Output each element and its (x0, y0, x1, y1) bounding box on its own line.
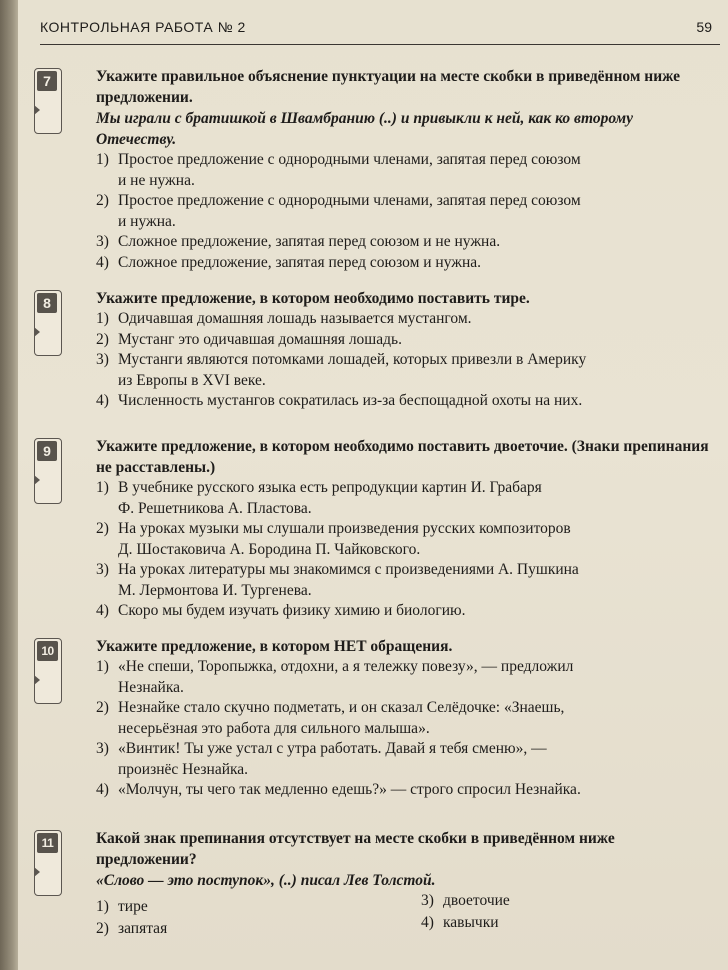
answer-option (421, 891, 510, 911)
option-text: Скоро мы будем изучать физику химию и биологию. (118, 602, 466, 619)
option-text-continued: и нужна. (118, 212, 176, 230)
option-text: двоеточие (443, 892, 510, 909)
task-number: 9 (37, 441, 57, 461)
answer-option (421, 913, 499, 933)
answer-option (96, 919, 167, 939)
triangle-marker-icon (34, 105, 40, 115)
textbook-page (18, 0, 728, 970)
option-text-continued: Незнайка. (118, 678, 184, 696)
answer-option (96, 391, 716, 412)
option-text-continued: М. Лермонтова И. Тургенева. (118, 581, 312, 599)
option-number: 3) (96, 351, 109, 368)
task-body (96, 436, 716, 622)
option-text: На уроках музыки мы слушали произведения русских композиторов (118, 520, 571, 537)
page-number: 59 (696, 19, 712, 35)
option-text-continued: Д. Шостаковича А. Бородина П. Чайковского. (118, 540, 421, 558)
task-marker (34, 290, 62, 356)
option-number: 1) (96, 310, 109, 327)
task-body (96, 288, 716, 412)
triangle-marker-icon (34, 867, 40, 877)
triangle-marker-icon (34, 475, 40, 485)
option-number: 4) (96, 392, 109, 409)
option-number: 1) (96, 151, 109, 168)
example-sentence: Мы играли с братишкой в Швамбранию (..) и привыкли к ней, как ко второму Отечеству. (96, 110, 633, 148)
option-text-continued: произнёс Незнайка. (118, 760, 249, 778)
task-number: 11 (37, 833, 58, 853)
option-number: 4) (96, 781, 109, 798)
answer-option (96, 309, 716, 330)
option-text: «Винтик! Ты уже устал с утра работать. Давай я тебя сменю», — (118, 740, 547, 757)
answer-option (96, 478, 716, 499)
task-number: 7 (37, 71, 57, 91)
option-text: Одичавшая домашняя лошадь называется мустангом. (118, 310, 472, 327)
option-text: Сложное предложение, запятая перед союзом и не нужна. (118, 233, 501, 250)
option-text: Мустанги являются потомками лошадей, которых привезли в Америку (118, 351, 587, 368)
option-number: 1) (96, 898, 109, 915)
option-number: 1) (96, 658, 109, 675)
option-text: запятая (118, 920, 168, 937)
answer-option (96, 350, 716, 371)
option-number: 3) (421, 892, 434, 909)
task-number: 8 (37, 293, 57, 313)
triangle-marker-icon (34, 327, 40, 337)
answer-option (96, 232, 716, 253)
option-number: 3) (96, 740, 109, 757)
header-title: КОНТРОЛЬНАЯ РАБОТА № 2 (40, 19, 246, 35)
option-text: Численность мустангов сократилась из-за беспощадной охоты на них. (118, 392, 583, 409)
option-text-continued: из Европы в XVI веке. (118, 371, 266, 389)
option-number: 2) (96, 920, 109, 937)
option-text-continued: несерьёзная это работа для сильного малыша». (118, 719, 430, 737)
option-number: 4) (96, 253, 109, 271)
answer-options-grid (96, 891, 716, 935)
task-body (96, 828, 716, 935)
option-number: 4) (421, 914, 434, 931)
option-text: Мустанг это одичавшая домашняя лошадь. (118, 330, 402, 348)
book-spine (0, 0, 18, 970)
answer-option (96, 657, 716, 678)
option-text-continued: Ф. Решетникова А. Пластова. (118, 499, 312, 517)
answer-option (96, 330, 716, 351)
task-marker (34, 638, 62, 704)
answer-option (96, 191, 716, 212)
question-text: Укажите предложение, в котором НЕТ обращения. (96, 638, 453, 655)
task-number: 10 (37, 641, 58, 661)
answer-option (96, 253, 716, 274)
question-text: Укажите предложение, в котором необходимо поставить тире. (96, 290, 530, 307)
option-number: 1) (96, 479, 109, 496)
example-sentence: «Слово — это поступок», (..) писал Лев Толстой. (96, 872, 436, 889)
answer-option (96, 698, 716, 719)
answer-option (96, 601, 716, 622)
task-marker (34, 68, 62, 134)
question-text: Укажите предложение, в котором необходимо поставить двоеточие. (Знаки препинания не расставлены.) (96, 438, 709, 476)
option-text: Простое предложение с однородными членами, запятая перед союзом (118, 192, 581, 209)
option-text: кавычки (443, 914, 499, 931)
option-number: 2) (96, 330, 109, 348)
question-text: Какой знак препинания отсутствует на месте скобки в приведённом ниже предложении? (96, 830, 615, 868)
option-text: «Молчун, ты чего так медленно едешь?» — строго спросил Незнайка. (118, 781, 581, 798)
page-header (40, 14, 720, 45)
answer-option (96, 560, 716, 581)
task-marker (34, 830, 62, 896)
option-text: В учебнике русского языка есть репродукции картин И. Грабаря (118, 479, 542, 496)
option-text: Сложное предложение, запятая перед союзом и нужна. (118, 253, 482, 271)
option-text: тире (118, 898, 148, 915)
answer-option (96, 739, 716, 760)
question-text: Укажите правильное объяснение пунктуации на месте скобки в приведённом ниже предложении. (96, 68, 681, 106)
option-number: 3) (96, 561, 109, 578)
task-body (96, 66, 716, 273)
triangle-marker-icon (34, 675, 40, 685)
option-number: 2) (96, 192, 109, 209)
answer-option (96, 780, 716, 801)
option-number: 2) (96, 520, 109, 537)
answer-option (96, 150, 716, 171)
option-number: 2) (96, 699, 109, 716)
option-text: Незнайке стало скучно подметать, и он сказал Селёдочке: «Знаешь, (118, 699, 565, 716)
task-body (96, 636, 716, 801)
answer-option (96, 897, 148, 917)
option-number: 4) (96, 602, 109, 619)
option-text: Простое предложение с однородными членами, запятая перед союзом (118, 151, 581, 168)
option-number: 3) (96, 233, 109, 250)
option-text-continued: и не нужна. (118, 171, 195, 189)
answer-option (96, 519, 716, 540)
option-text: На уроках литературы мы знакомимся с произведениями А. Пушкина (118, 561, 579, 578)
option-text: «Не спеши, Торопыжка, отдохни, а я тележку повезу», — предложил (118, 658, 574, 675)
task-marker (34, 438, 62, 504)
